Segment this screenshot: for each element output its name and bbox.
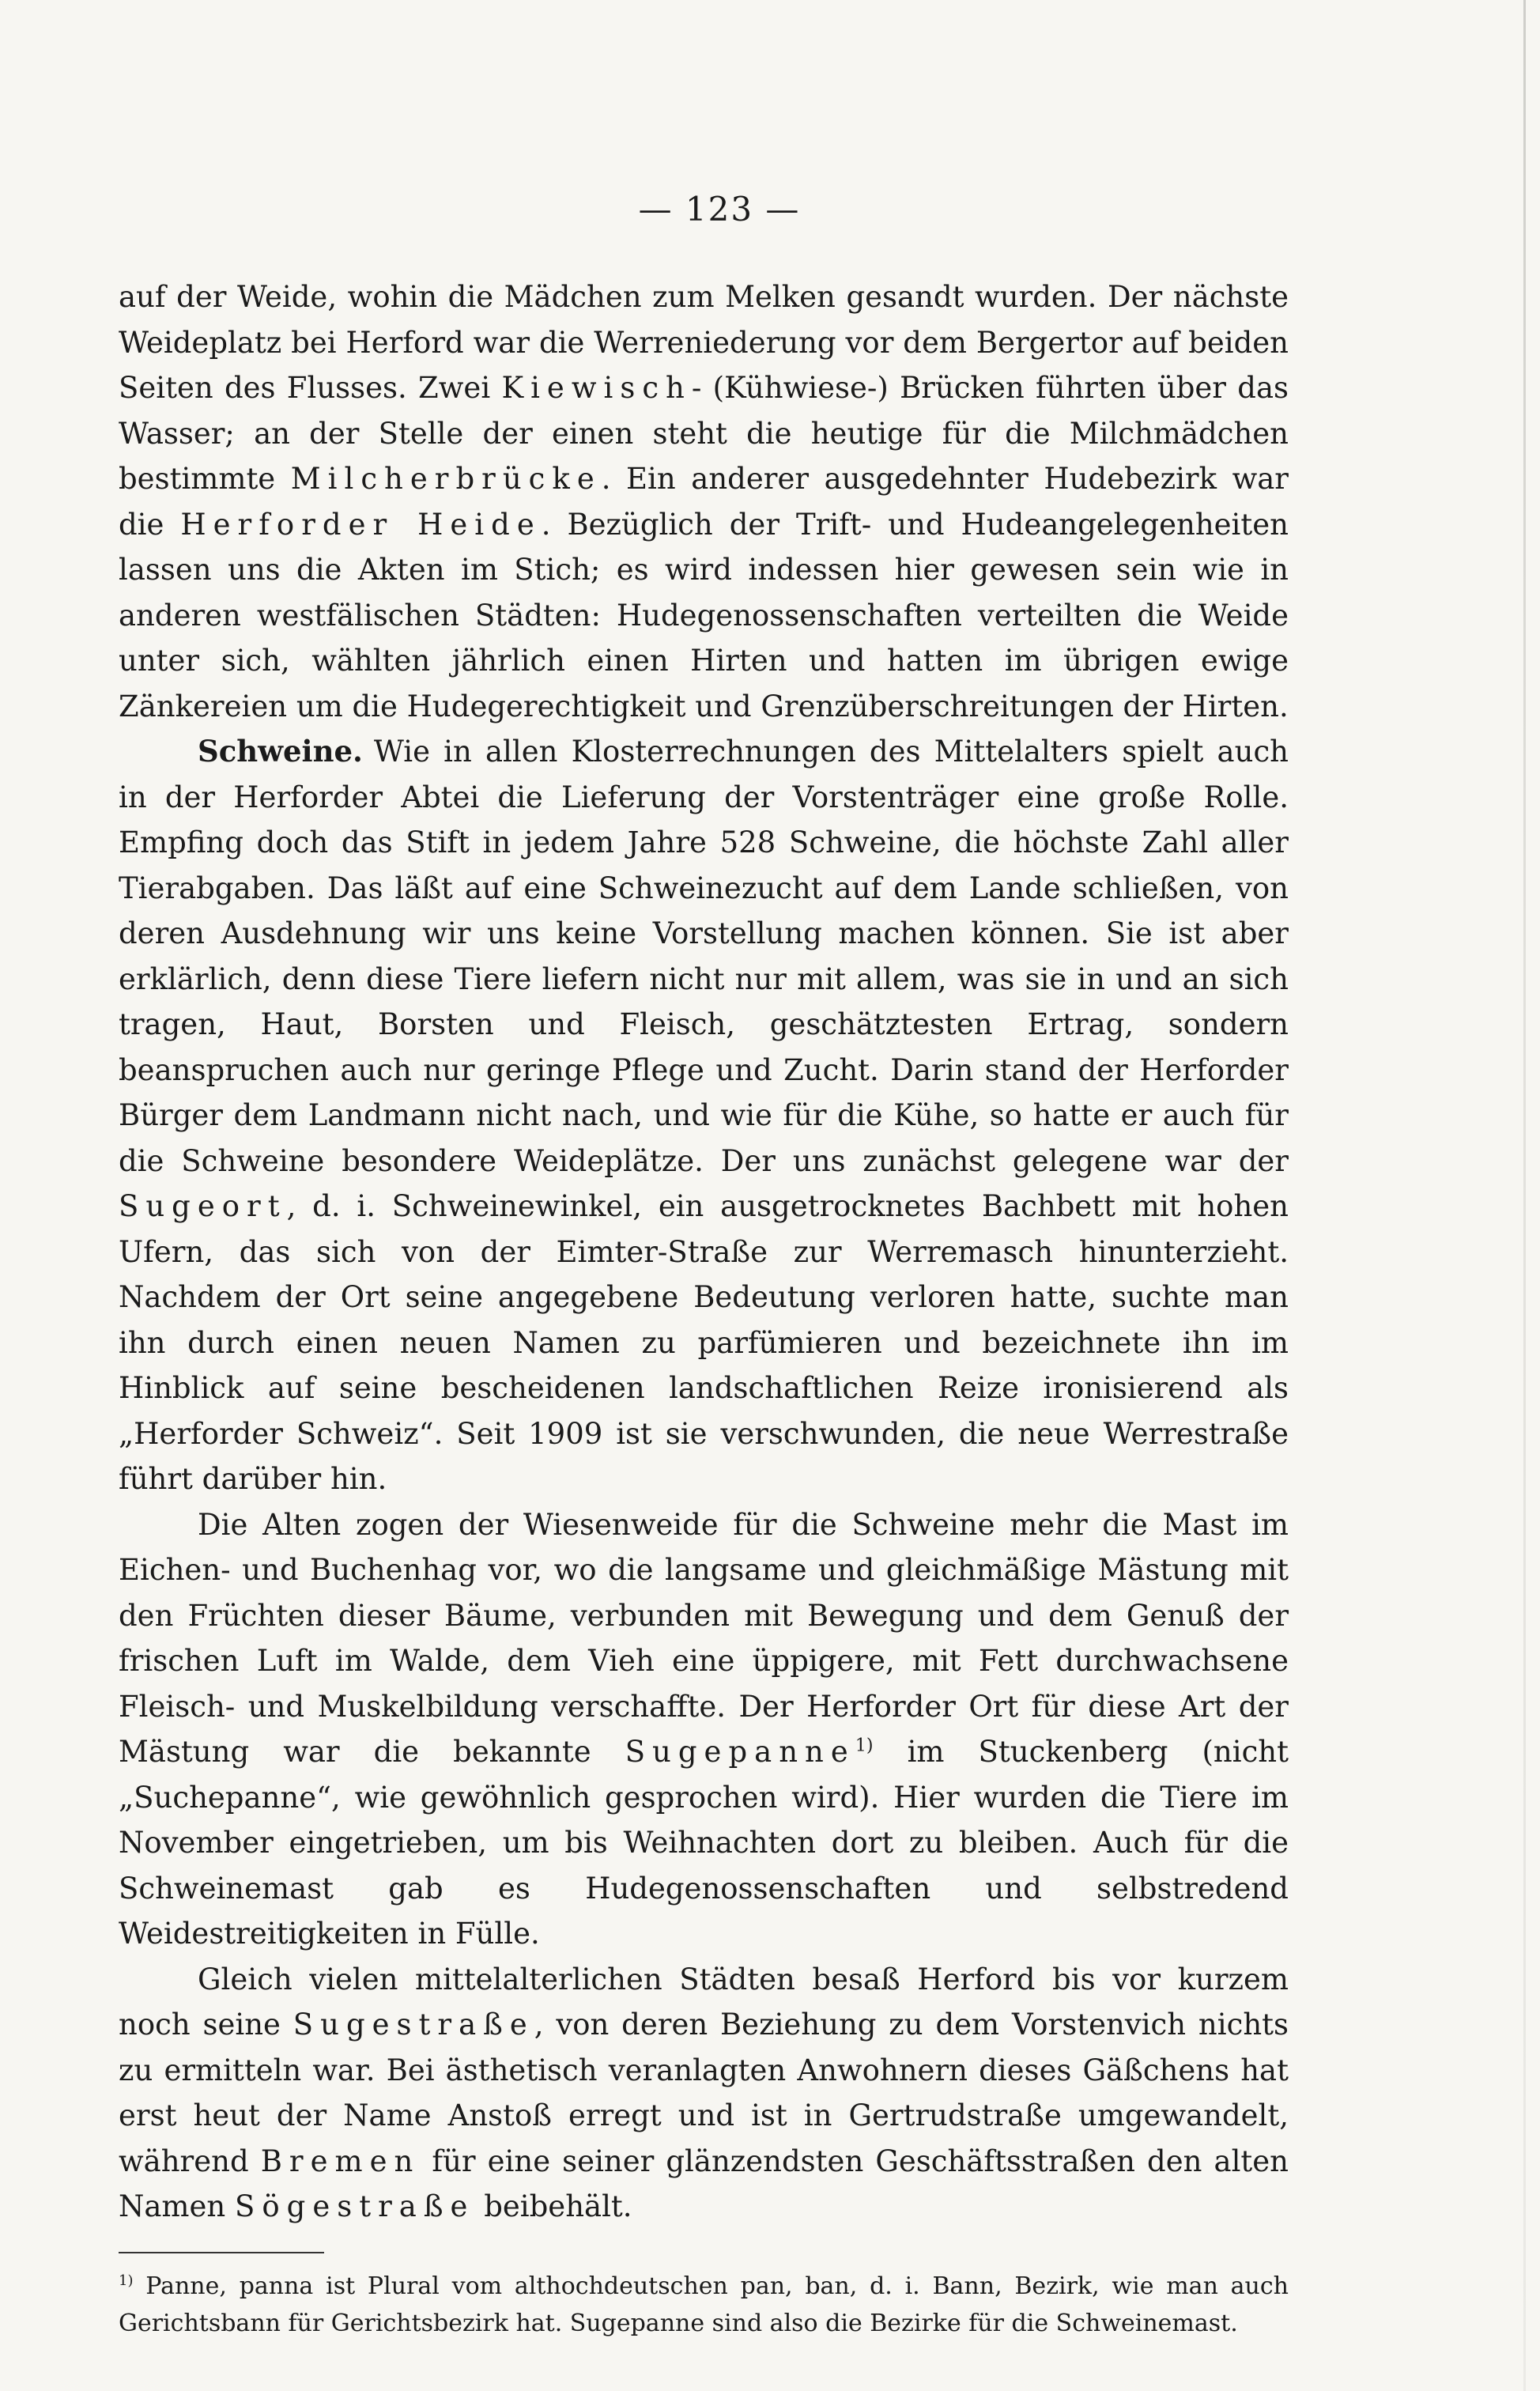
emphasized-term: Herforder Heide xyxy=(180,507,542,542)
footnote-reference: 1) xyxy=(855,1735,874,1756)
footnote-marker: 1) xyxy=(119,2272,134,2289)
emphasized-term: Milcherbrücke xyxy=(290,462,602,496)
book-page xyxy=(119,190,1289,2342)
text-run: Gleich vielen mittelalterlichen Städten besaß Herford bis vor kurzem noch seine xyxy=(119,1962,1289,2042)
text-run: - (Kühwiese-) Brücken führten über das Wasser; an der Stelle der einen steht die heutige für die Milchmädchen bestimmte xyxy=(119,371,1289,496)
emphasized-term: Sugepanne xyxy=(625,1735,855,1769)
footnote xyxy=(119,2268,1289,2342)
paragraph-p1 xyxy=(119,274,1289,729)
text-run: Wie in allen Klosterrechnungen des Mittelalters spielt auch in der Herforder Abtei die Lieferung der Vorstenträger eine große Rolle. Empfing doch das Stift in jedem Jahre 528 Schweine, die höchste Zahl aller Tierabgaben. Das läßt auf eine Schweinezucht auf dem Lande schließen, von deren Ausdehnung wir uns keine Vorstellung machen können. Sie ist aber erklärlich, denn diese Tiere liefern nicht nur mit allem, was sie in und an sich tragen, Haut, Borsten und Fleisch, geschätztesten Ertrag, sondern beanspruchen auch nur geringe Pflege und Zucht. Darin stand der Herforder Bürger dem Landmann nicht nach, und wie für die Kühe, so hatte er auch für die Schweine besondere Weideplätze. Der uns zunächst gelegene war der xyxy=(119,735,1289,1178)
text-run: für eine seiner glänzendsten Geschäftsstraßen den alten Namen xyxy=(119,2144,1289,2223)
emphasized-term: Sugeort xyxy=(119,1189,287,1223)
section-heading: Schweine. xyxy=(198,734,363,769)
text-run: , von deren Beziehung zu dem Vorstenvich nichts zu ermitteln war. Bei ästhetisch veranlagten Anwohnern dieses Gäßchens hat erst heut der Name Anstoß erregt und ist in Gertrudstraße umgewandelt, während xyxy=(119,2008,1289,2178)
body-text xyxy=(119,274,1289,2230)
text-run: beibehält. xyxy=(474,2189,632,2223)
footnote-divider xyxy=(119,2252,324,2253)
footnote-text: Panne, panna ist Plural vom althochdeutschen pan, ban, d. i. Bann, Bezirk, wie man auch Gerichtsbann für Gerichtsbezirk hat. Sugepanne sind also die Bezirke für die Schweinemast. xyxy=(119,2272,1289,2337)
page-number: — 123 — xyxy=(638,190,801,229)
text-run: , d. i. Schweinewinkel, ein ausgetrocknetes Bachbett mit hohen Ufern, das sich von der Eimter-Straße zur Werremasch hinunterzieht. Nachdem der Ort seine angegebene Bedeutung verloren hatte, suchte man ihn durch einen neuen Namen zu parfümieren und bezeichnete ihn im Hinblick auf seine bescheidenen landschaftlichen Reize ironisierend als „Herforder Schweiz“. Seit 1909 ist sie verschwunden, die neue Werrestraße führt darüber hin. xyxy=(119,1189,1289,1496)
emphasized-term: Bremen xyxy=(260,2144,421,2178)
emphasized-term: Sögestraße xyxy=(235,2189,475,2223)
scan-edge-line xyxy=(1523,0,1526,2391)
text-run: . Ein anderer ausgedehnter Hudebezirk war die xyxy=(119,462,1289,542)
text-run: auf der Weide, wohin die Mädchen zum Melken gesandt wurden. Der nächste Weideplatz bei Herford war die Werreniederung vor dem Bergertor auf beiden Seiten des Flusses. Zwei xyxy=(119,280,1289,405)
emphasized-term: Kiewisch xyxy=(501,371,692,405)
text-run: . Bezüglich der Trift- und Hudeangelegenheiten lassen uns die Akten im Stich; es wird indessen hier gewesen sein wie in anderen westfälischen Städten: Hudegenossenschaften verteilten die Weide unter sich, wählten jährlich einen Hirten und hatten im übrigen ewige Zänkereien um die Hudegerechtigkeit und Grenzüberschreitungen der Hirten. xyxy=(119,507,1289,723)
text-run: im Stuckenberg (nicht „Suchepanne“, wie gewöhnlich gesprochen wird). Hier wurden die Tiere im November eingetrieben, um bis Weihnachten dort zu bleiben. Auch für die Schweinemast gab es Hudegenossenschaften und selbstredend Weidestreitigkeiten in Fülle. xyxy=(119,1735,1289,1951)
text-run: Die Alten zogen der Wiesenweide für die Schweine mehr die Mast im Eichen- und Buchenhag vor, wo die langsame und gleichmäßige Mästung mit den Früchten dieser Bäume, verbunden mit Bewegung und dem Genuß der frischen Luft im Walde, dem Vieh eine üppigere, mit Fett durchwachsene Fleisch- und Muskelbildung verschaffte. Der Herforder Ort für diese Art der Mästung war die bekannte xyxy=(119,1507,1289,1769)
emphasized-term: Sugestraße xyxy=(293,2008,534,2042)
paragraph-p2 xyxy=(119,729,1289,1502)
paragraph-p3 xyxy=(119,1502,1289,1957)
paragraph-p4 xyxy=(119,1957,1289,2230)
